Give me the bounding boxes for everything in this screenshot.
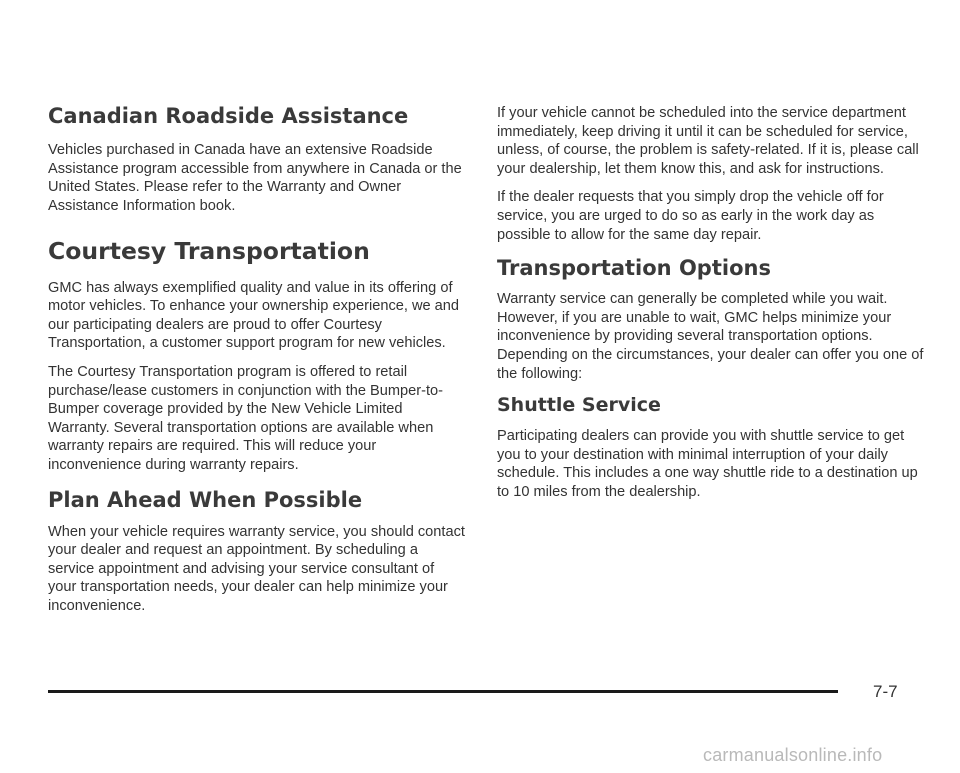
- paragraph: Vehicles purchased in Canada have an extensive Roadside Assistance program accessible from anywhere in Canada or the United States. Please refer to the Warranty and Owner Assistance Information book.: [48, 142, 462, 214]
- right-column: [497, 104, 929, 501]
- paragraph: Warranty service can generally be completed while you wait. However, if you are unable to wait, GMC helps minimize your inconvenience by providing several transportation options. Depending on the circumstances, your dealer can offer you one of the following:: [497, 291, 924, 382]
- section-title-plan-ahead: Plan Ahead When Possible: [48, 488, 363, 513]
- paragraph: The Courtesy Transportation program is offered to retail purchase/lease customers in conjunction with the Bumper-to-Bumper coverage provided by the New Vehicle Limited Warranty. Several transportation options are available when warranty repairs are required. This will reduce your inconvenience during warranty repairs.: [48, 363, 444, 473]
- paragraph: GMC has always exemplified quality and value in its offering of motor vehicles. To enhance your ownership experience, we and our participating dealers are proud to offer Courtesy Transportation, a customer support program for new vehicles.: [48, 279, 460, 352]
- paragraph: When your vehicle requires warranty service, you should contact your dealer and request an appointment. By scheduling a service appointment and advising your service consultant of your transportation needs, your dealer can help minimize your inconvenience.: [48, 523, 465, 614]
- paragraph: Participating dealers can provide you with shuttle service to get you to your destination with minimal interruption of your daily schedule. This includes a one way shuttle ride to a destination up to 10 miles from the dealership.: [497, 428, 918, 500]
- paragraph: If the dealer requests that you simply drop the vehicle off for service, you are urged to do so as early in the work day as possible to allow for the same day repair.: [497, 189, 884, 243]
- section-title-shuttle-service: Shuttle Service: [497, 394, 661, 417]
- paragraph: If your vehicle cannot be scheduled into the service department immediately, keep driving it until it can be scheduled for service, unless, of course, the problem is safety-related. If it is, please call your dealership, let them know this, and ask for instructions.: [497, 105, 919, 177]
- section-title-transportation-options: Transportation Options: [497, 256, 771, 281]
- watermark: carmanualsonline.info: [703, 745, 883, 765]
- page-number: 7-7: [873, 682, 898, 701]
- section-title-canadian-roadside: Canadian Roadside Assistance: [48, 104, 409, 128]
- section-title-courtesy-transportation: Courtesy Transportation: [48, 236, 370, 265]
- footer-rule: [48, 690, 838, 693]
- left-column: [48, 104, 466, 616]
